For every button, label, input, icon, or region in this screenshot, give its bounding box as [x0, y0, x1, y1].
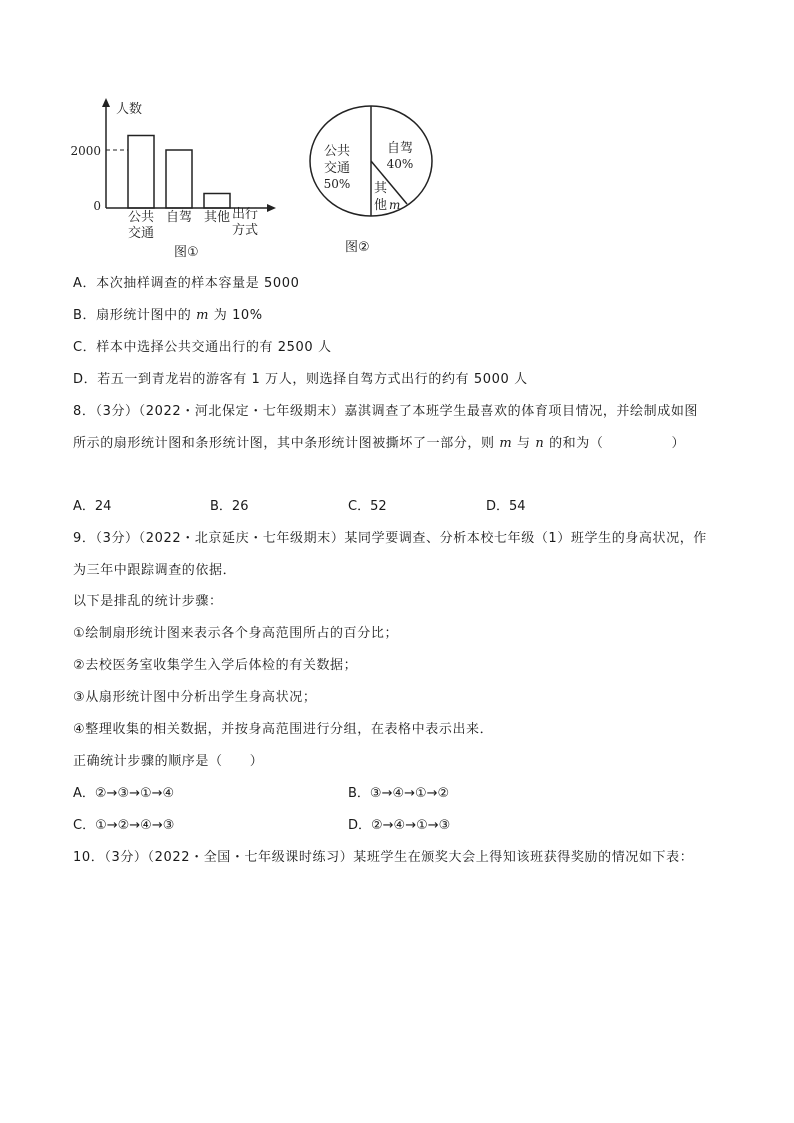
q9-stem-line2: 为三年中跟踪调查的依据． [73, 563, 237, 578]
slice-label-other-line1: 其 [374, 181, 388, 196]
q9-question: 正确统计步骤的顺序是（ ） [73, 754, 264, 769]
x-axis-label-line1: 出行 [232, 207, 259, 222]
bar-3 [204, 194, 230, 209]
q9-stem-line3: 以下是排乱的统计步骤： [73, 594, 223, 609]
y-axis-label: 人数 [116, 102, 143, 117]
q9-step-3: ③从扇形统计图中分析出学生身高状况； [73, 690, 317, 705]
q7-option-d: D．若五一到青龙岩的游客有 1 万人，则选择自驾方式出行的约有 5000 人 [73, 372, 528, 387]
q8-stem-line2-a: 所示的扇形统计图和条形统计图，其中条形统计图被撕坏了一部分，则 [73, 436, 500, 451]
q8-var-n: n [535, 436, 545, 451]
origin-label: 0 [93, 199, 101, 213]
q9-step-1: ①绘制扇形统计图来表示各个身高范围所占的百分比； [73, 626, 399, 641]
slice-label-other-line2: 他 [374, 198, 388, 213]
q9-option-d: D．②→④→①→③ [348, 818, 451, 833]
q9-option-b: B．③→④→①→② [348, 786, 450, 801]
q7-option-b-suffix: 为 10% [209, 308, 263, 323]
q10-stem-line1: 10．（3分）（2022・全国・七年级课时练习）某班学生在颁奖大会上得知该班获得奖励的情况如下表： [73, 850, 694, 865]
y-tick-label: 2000 [70, 144, 101, 158]
q8-option-b: B．26 [210, 499, 249, 514]
q7-option-c: C．样本中选择公共交通出行的有 2500 人 [73, 340, 332, 355]
q8-option-d: D．54 [486, 499, 526, 514]
pie-chart-figure-2 [305, 100, 440, 225]
slice-label-public-line1: 公共 [323, 144, 351, 159]
slice-label-public-line2: 交通 [323, 161, 351, 176]
q8-var-m: m [499, 436, 513, 451]
q7-option-b-var: m [196, 308, 209, 323]
q9-option-c: C．①→②→④→③ [73, 818, 175, 833]
slice-pct-public: 50% [323, 177, 351, 191]
q8-stem-line1: 8．（3分）（2022・河北保定・七年级期末）嘉淇调查了本班学生最喜欢的体育项目情况，并绘制成如图 [73, 404, 699, 419]
q9-step-2: ②去校医务室收集学生入学后体检的有关数据； [73, 658, 358, 673]
bar-1 [128, 136, 154, 209]
x-axis-label-line2: 方式 [232, 223, 259, 238]
bar-3-label-line1: 其他 [203, 210, 231, 225]
bar-2-label-line1: 自驾 [165, 210, 193, 225]
q9-step-4: ④整理收集的相关数据，并按身高范围进行分组，在表格中表示出来． [73, 722, 494, 737]
figure-1-caption: 图① [174, 245, 199, 260]
q9-stem-line1: 9．（3分）（2022・北京延庆・七年级期末）某同学要调查、分析本校七年级（1）班学生的身高状况，作 [73, 531, 707, 546]
q7-option-b-prefix: B．扇形统计图中的 [73, 308, 197, 323]
q9-option-a: A．②→③→①→④ [73, 786, 175, 801]
q7-option-b [73, 304, 263, 323]
slice-label-selfdrive: 自驾 [386, 141, 414, 156]
q8-option-a: A．24 [73, 499, 112, 514]
figure-2-caption: 图② [345, 240, 370, 255]
slice-pct-selfdrive: 40% [386, 157, 414, 171]
q8-option-c: C．52 [348, 499, 387, 514]
bar-chart-figure-1 [70, 95, 285, 245]
bar-1-label-line2: 交通 [127, 226, 155, 241]
bar-1-label-line1: 公共 [127, 210, 155, 225]
bar-2 [166, 150, 192, 208]
q8-stem-line2-c: 的和为（ ） [544, 436, 686, 451]
q8-stem-line2 [73, 432, 685, 451]
q8-stem-line2-b: 与 [512, 436, 536, 451]
slice-pct-other: m [389, 198, 401, 212]
x-axis-arrow [267, 204, 276, 212]
q7-option-a: A．本次抽样调查的样本容量是 5000 [73, 276, 300, 291]
y-axis-arrow [102, 98, 110, 107]
